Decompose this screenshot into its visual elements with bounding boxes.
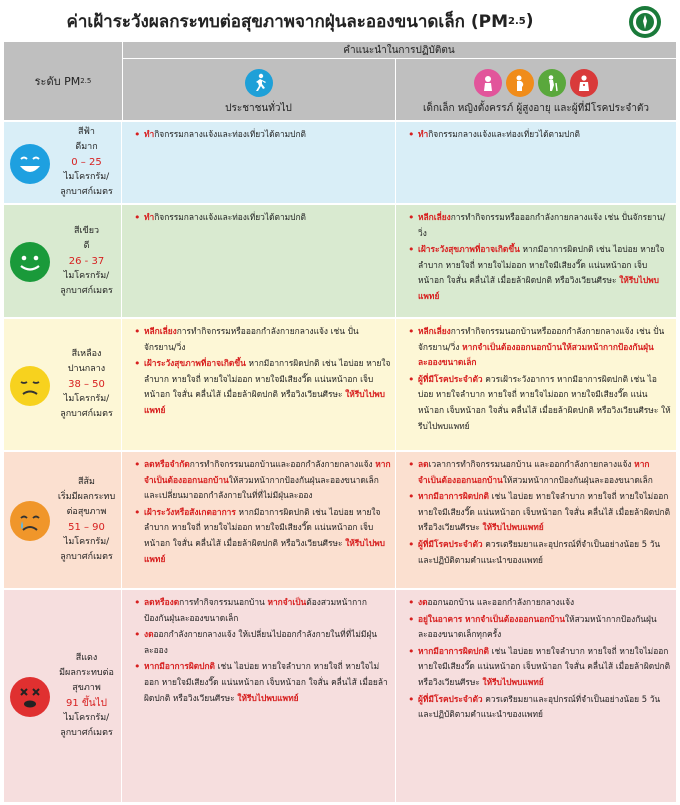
advice-text: ให้สวมหน้ากากป้องกันฝุ่นละอองขนาดเล็ก และเปลี่ยนมาออกกำลังกายในที่ที่ไม่มีฝุ่นละออง	[144, 474, 379, 501]
advice-text: การทำกิจกรรมหรือออกกำลังกายกลางแจ้ง เช่น ปั่นจักรยาน/วิ่ง	[418, 212, 666, 238]
risk-group-advice-list	[408, 457, 672, 568]
title-sub: 2.5	[508, 15, 526, 27]
advice-emphasis: หากมีอาการผิดปกติ	[144, 661, 215, 672]
advice-text: หากมีอาการผิดปกติ เช่น ไอบ่อย หายใจลำบาก หายใจถี่ หายใจไม่ออก หายใจมีเสียงวี๊ด แน่นหน้าอก เจ็บหน้าอก ใจสั่น คลื่นไส้ เมื่อยล้าผิดปกติ หรือวิงเวียนศีรษะ	[144, 358, 391, 400]
advice-text: กิจกรรมกลางแจ้งและท่องเที่ยวได้ตามปกติ	[428, 129, 580, 139]
title-close: )	[525, 11, 534, 31]
advice-item	[134, 210, 391, 226]
crying-face-icon	[8, 499, 52, 543]
patient-icon	[570, 69, 598, 97]
advice-item	[134, 127, 391, 143]
advice-item	[134, 324, 391, 355]
level-text	[54, 319, 119, 450]
header-advice: คำแนะนำในการปฏิบัติตน	[122, 42, 676, 59]
advice-emphasis: ลด	[418, 459, 429, 469]
level-unit: ไมโครกรัม/ลูกบาศก์เมตร	[60, 713, 113, 738]
header-general	[122, 58, 396, 120]
advice-text: ให้สวมหน้ากากป้องกันฝุ่นละอองขนาดเล็ก	[502, 474, 653, 485]
advice-text: ออกกำลังกายกลางแจ้ง ให้เปลี่ยนไปออกกำลังกายในที่ที่ไม่มีฝุ่นละออง	[144, 629, 378, 655]
advice-text: ออกนอกบ้าน และออกกำลังกายกลางแจ้ง	[427, 597, 575, 607]
advice-item	[408, 692, 672, 723]
header-risk	[396, 58, 676, 120]
general-advice-cell	[122, 590, 396, 802]
advice-emphasis: หากมีอาการผิดปกติ	[418, 491, 489, 502]
level-range: 51 – 90	[68, 522, 105, 533]
level-cell	[4, 122, 122, 203]
advice-emphasis: ให้รีบไปพบแพทย์	[482, 522, 544, 533]
advice-emphasis: ทำ	[144, 129, 155, 139]
page-title	[0, 0, 600, 42]
advice-item	[408, 489, 672, 536]
advice-item	[408, 612, 672, 643]
advice-emphasis: เฝ้าระวังสุขภาพที่อาจเกิดขึ้น	[144, 358, 246, 369]
advice-text: ให้สวมหน้ากากป้องกันฝุ่นละอองขนาดเล็กทุกครั้ง	[418, 613, 657, 640]
advice-item	[408, 644, 672, 691]
advice-emphasis: ให้รีบไปพบแพทย์	[482, 676, 544, 687]
advice-emphasis: หากมีอาการผิดปกติ	[418, 645, 489, 656]
level-row-orange	[4, 450, 676, 588]
risk-group-advice-list	[408, 324, 672, 434]
advice-text: ควรเตรียมยาและอุปกรณ์ที่จำเป็นอย่างน้อย 5 วัน และปฏิบัติตามคำแนะนำของแพทย์	[418, 693, 661, 720]
advice-emphasis: ทำ	[144, 212, 155, 222]
general-advice-cell	[122, 122, 396, 203]
advice-text: เช่น ไอบ่อย หายใจลำบาก หายใจถี่ หายใจไม่ออก หายใจมีเสียงวี๊ด แน่นหน้าอก เจ็บหน้าอก ใจสั่น คลื่นไส้ เมื่อยล้าผิดปกติ หรือวิงเวียนศีรษะ	[418, 645, 671, 687]
advice-item	[134, 627, 391, 658]
advice-text: เวลาการทำกิจกรรมนอกบ้าน และออกกำลังกายกลางแจ้ง	[428, 459, 635, 469]
level-unit: ไมโครกรัม/ลูกบาศก์เมตร	[60, 172, 113, 197]
advice-emphasis: ลดหรือจำกัด	[144, 459, 190, 469]
advice-emphasis: ผู้ที่มีโรคประจำตัว	[418, 693, 483, 704]
level-quality: ดี	[83, 240, 90, 251]
advice-item	[408, 127, 672, 143]
title-main: ค่าเฝ้าระวังผลกระทบต่อสุขภาพจากฝุ่นละอองขนาดเล็ก (PM	[66, 11, 509, 32]
advice-emphasis: ให้รีบไปพบแพทย์	[144, 389, 385, 415]
risk-group-advice-cell	[396, 590, 676, 802]
level-text	[54, 452, 119, 588]
level-range: 91 ขึ้นไป	[66, 698, 107, 709]
header-level-label: ระดับ PM	[34, 75, 81, 88]
advice-emphasis: ผู้ที่มีโรคประจำตัว	[418, 373, 483, 384]
level-color-name: สีเขียว	[73, 225, 100, 236]
level-cell	[4, 590, 122, 802]
risk-group-advice-list	[408, 127, 672, 143]
level-quality: เริ่มมีผลกระทบต่อสุขภาพ	[57, 492, 116, 517]
advice-item	[408, 210, 672, 241]
very-happy-face-icon	[8, 142, 52, 186]
header-level	[4, 42, 123, 120]
level-cell	[4, 205, 122, 317]
advice-text: ต้องสวมหน้ากากป้องกันฝุ่นละอองขนาดเล็ก	[144, 597, 367, 623]
advice-emphasis: หากจำเป็นต้องออกนอกบ้าน	[418, 459, 650, 485]
level-cell	[4, 319, 122, 450]
advice-text: ควรเตรียมยาและอุปกรณ์ที่จำเป็นอย่างน้อย 5 วัน และปฏิบัติตามคำแนะนำของแพทย์	[418, 538, 661, 565]
advice-emphasis: หากจำเป็นต้องออกนอกบ้านให้สวมหน้ากากป้องกันฝุ่นละอองขนาดเล็ก	[418, 341, 654, 368]
level-text	[54, 205, 119, 317]
advice-item	[408, 372, 672, 434]
general-advice-list	[134, 210, 391, 226]
advice-item	[408, 537, 672, 568]
advice-text: การทำกิจกรรมนอกบ้าน	[179, 597, 268, 607]
advice-text: กิจกรรมกลางแจ้งและท่องเที่ยวได้ตามปกติ	[154, 129, 306, 139]
header-level-sub: 2.5	[80, 77, 92, 85]
advice-text: เช่น ไอบ่อย หายใจลำบาก หายใจถี่ หายใจไม่ออก หายใจมีเสียงวี๊ด แน่นหน้าอก เจ็บหน้าอก ใจสั่น คลื่นไส้ เมื่อยล้าผิดปกติ หรือวิงเวียนศีรษะ	[144, 661, 388, 703]
risk-group-advice-cell	[396, 452, 676, 588]
advice-text: การทำกิจกรรมหรือออกกำลังกายกลางแจ้ง เช่น ปั่นจักรยาน/วิ่ง	[144, 326, 359, 352]
advice-text: หากมีอาการผิดปกติ เช่น ไอบ่อย หายใจลำบาก หายใจถี่ หายใจไม่ออก หายใจมีเสียงวี๊ด แน่นหน้าอก เจ็บหน้าอก ใจสั่น คลื่นไส้ เมื่อยล้าผิดปกติ หรือวิงเวียนศีรษะ	[144, 506, 381, 548]
general-advice-list	[134, 324, 391, 419]
advice-emphasis: ให้รีบไปพบแพทย์	[418, 275, 659, 301]
risk-group-advice-cell	[396, 319, 676, 450]
advice-item	[134, 505, 391, 567]
level-range: 0 – 25	[71, 157, 102, 168]
general-advice-cell	[122, 319, 396, 450]
general-advice-list	[134, 127, 391, 143]
advice-emphasis: เฝ้าระวังสุขภาพที่อาจเกิดขึ้น	[418, 244, 520, 255]
advice-item	[134, 457, 391, 504]
advice-emphasis: ให้รีบไปพบแพทย์	[237, 692, 299, 703]
advice-text: การทำกิจกรรมนอกบ้านและออกกำลังกายกลางแจ้ง	[189, 459, 376, 469]
dizzy-face-icon	[8, 675, 52, 719]
advice-emphasis: หากจำเป็น	[267, 597, 307, 607]
level-row-yellow	[4, 317, 676, 450]
advice-table	[4, 42, 676, 802]
advice-text: กิจกรรมกลางแจ้งและท่องเที่ยวได้ตามปกติ	[154, 212, 306, 222]
runner-icon	[245, 69, 273, 97]
advice-emphasis: เฝ้าระวังหรือสังเกตอาการ	[144, 506, 236, 517]
level-row-red	[4, 588, 676, 802]
advice-item	[134, 356, 391, 418]
level-unit: ไมโครกรัม/ลูกบาศก์เมตร	[60, 394, 113, 419]
general-advice-cell	[122, 452, 396, 588]
elderly-icon	[538, 69, 566, 97]
ministry-seal-icon	[617, 4, 673, 40]
advice-item	[134, 659, 391, 706]
advice-emphasis: ให้รีบไปพบแพทย์	[144, 537, 385, 564]
risk-group-advice-list	[408, 595, 672, 723]
smile-face-icon	[8, 240, 52, 284]
child-icon	[474, 69, 502, 97]
level-color-name: สีเหลือง	[71, 349, 102, 359]
advice-item	[134, 595, 391, 626]
level-quality: ปานกลาง	[67, 364, 106, 374]
risk-group-advice-cell	[396, 122, 676, 203]
level-range: 26 - 37	[68, 255, 105, 267]
risk-group-advice-cell	[396, 205, 676, 317]
advice-text: เช่น ไอบ่อย หายใจลำบาก หายใจถี่ หายใจไม่ออก หายใจมีเสียงวี๊ด แน่นหน้าอก เจ็บหน้าอก ใจสั่น คลื่นไส้ เมื่อยล้าผิดปกติ หรือวิงเวียนศีรษะ	[418, 491, 671, 533]
level-color-name: สีแดง	[75, 653, 98, 663]
risk-group-advice-list	[408, 210, 672, 305]
advice-item	[408, 242, 672, 304]
level-range: 38 – 50	[68, 379, 105, 390]
advice-text: การทำกิจกรรมนอกบ้านหรือออกกำลังกายกลางแจ้ง เช่น ปั่นจักรยาน/วิ่ง	[418, 326, 665, 352]
level-row-blue	[4, 120, 676, 203]
advice-emphasis: งด	[144, 629, 154, 640]
level-quality: มีผลกระทบต่อสุขภาพ	[59, 668, 114, 693]
advice-text: ควรเฝ้าระวังอาการ หากมีอาการผิดปกติ เช่น ไอบ่อย หายใจลำบาก หายใจถี่ หายใจไม่ออก หายใจมีเสียงวี๊ด แน่นหน้าอก เจ็บหน้าอก ใจสั่น คลื่นไส้ เมื่อยล้าผิดปกติ หรือวิงเวียนศีรษะ ให้รีบไปพบแพทย์	[418, 373, 671, 431]
advice-emphasis: ผู้ที่มีโรคประจำตัว	[418, 538, 483, 549]
advice-emphasis: ทำ	[418, 129, 429, 139]
level-color-name: สีฟ้า	[78, 127, 95, 137]
level-unit: ไมโครกรัม/ลูกบาศก์เมตร	[60, 270, 113, 296]
advice-emphasis: หลีกเลี่ยง	[418, 326, 451, 336]
general-advice-list	[134, 595, 391, 706]
header-general-label: ประชาชนทั่วไป	[225, 103, 292, 114]
advice-emphasis: หากจำเป็นต้องออกนอกบ้าน	[144, 459, 391, 485]
sad-face-icon	[8, 364, 52, 408]
advice-text: หากมีอาการผิดปกติ เช่น ไอบ่อย หายใจลำบาก หายใจถี่ หายใจไม่ออก หายใจมีเสียงวี๊ด แน่นหน้าอก เจ็บหน้าอก ใจสั่น คลื่นไส้ เมื่อยล้าผิดปกติ หรือวิงเวียนศีรษะ	[418, 244, 665, 286]
table-header	[4, 42, 676, 120]
level-text	[54, 122, 119, 203]
advice-emphasis: อยู่ในอาคาร	[418, 613, 463, 624]
general-advice-cell	[122, 205, 396, 317]
level-quality: ดีมาก	[75, 142, 98, 152]
general-advice-list	[134, 457, 391, 567]
level-text	[54, 590, 119, 802]
advice-emphasis: ลดหรืองด	[144, 597, 180, 607]
level-unit: ไมโครกรัม/ลูกบาศก์เมตร	[60, 537, 113, 562]
advice-item	[408, 324, 672, 371]
advice-emphasis: หากจำเป็นต้องออกนอกบ้าน	[464, 613, 566, 624]
level-color-name: สีส้ม	[78, 477, 95, 487]
advice-emphasis: หลีกเลี่ยง	[418, 212, 451, 222]
advice-emphasis: งด	[418, 597, 428, 607]
pregnant-woman-icon	[506, 69, 534, 97]
advice-item	[408, 595, 672, 611]
advice-emphasis: หลีกเลี่ยง	[144, 326, 177, 336]
advice-item	[408, 457, 672, 488]
level-cell	[4, 452, 122, 588]
level-row-green	[4, 203, 676, 317]
header-risk-label: เด็กเล็ก หญิงตั้งครรภ์ ผู้สูงอายุ และผู้ที่มีโรคประจำตัว	[423, 103, 649, 114]
